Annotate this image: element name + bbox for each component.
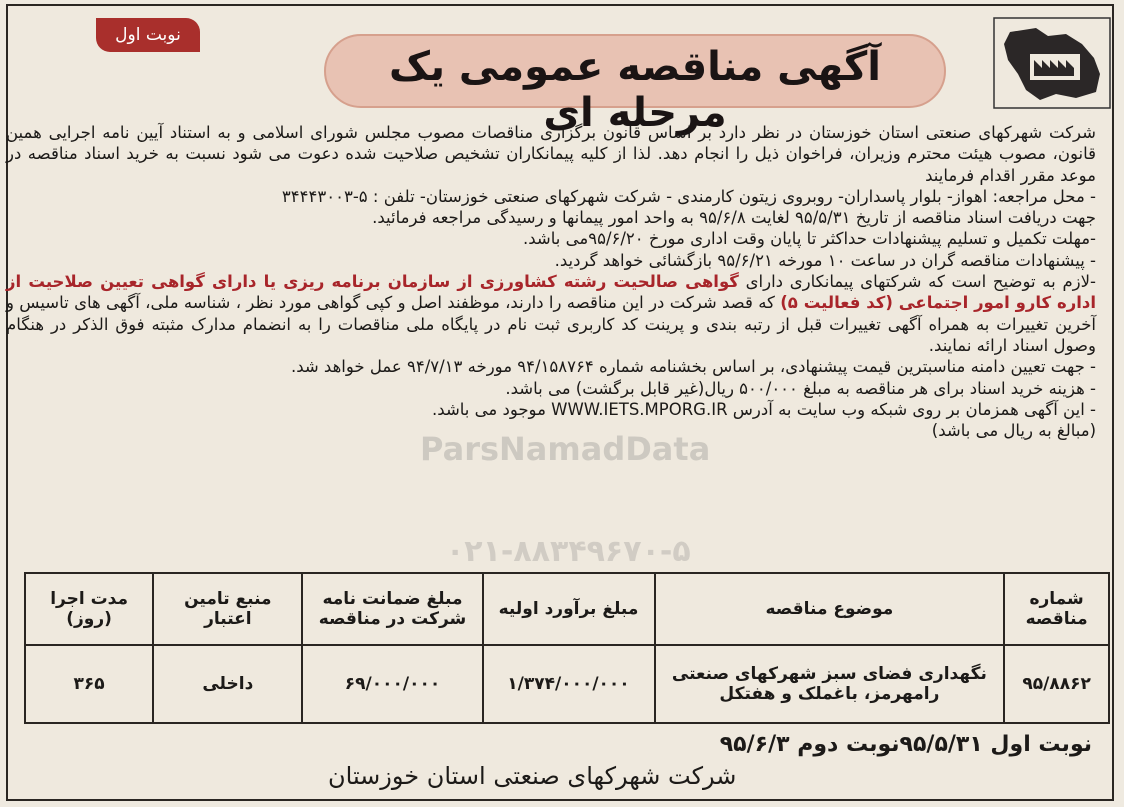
cell-duration: ۳۶۵ xyxy=(25,645,153,723)
website-line: - این آگهی همزمان بر روی شبکه وب سایت به آدرس WWW.IETS.MPORG.IR موجود می باشد. xyxy=(432,399,1096,419)
cell-guarantee: ۶۹/۰۰۰/۰۰۰ xyxy=(302,645,482,723)
watermark-brand: ParsNamadData xyxy=(420,430,711,468)
header-funding: منبع تامین اعتبار xyxy=(153,573,302,645)
header-subject: موضوع مناقصه xyxy=(655,573,1005,645)
round-badge: نوبت اول xyxy=(96,18,200,52)
address-line: - محل مراجعه: اهواز- بلوار پاسداران- روبروی زیتون کارمندی - شرکت شهرکهای صنعتی خوزستان- تلفن : ۵-۳۴۴۴۳۰۰۳ xyxy=(281,186,1096,206)
opening-line: - پیشنهادات مناقصه گران در ساعت ۱۰ مورخه ۹۵/۶/۲۱ بازگشائی خواهد گردید. xyxy=(554,250,1096,270)
tender-table xyxy=(24,572,1110,724)
cell-funding: داخلی xyxy=(153,645,302,723)
header-guarantee: مبلغ ضمانت نامه شرکت در مناقصه xyxy=(302,573,482,645)
price-range-line: - جهت تعیین دامنه مناسبترین قیمت پیشنهادی، بر اساس بخشنامه شماره ۹۴/۱۵۸۷۶۴ مورخه ۹۴/۷/۱۳ عمل خواهد شد. xyxy=(290,357,1096,377)
announcement-body xyxy=(6,122,1096,441)
title-band xyxy=(324,34,946,136)
cell-number: ۹۵/۸۸۶۲ xyxy=(1004,645,1109,723)
requirement-highlight: گواهی صالحیت رشته کشاورزی از سازمان برنامه ریزی یا دارای گواهی تعیین صلاحیت از اداره کارو امور اجتماعی (کد فعالیت ۵) xyxy=(6,272,1096,313)
cell-subject: نگهداری فضای سبز شهرکهای صنعتی رامهرمز، باغملک و هفتکل xyxy=(655,645,1005,723)
header-duration: مدت اجرا (روز) xyxy=(25,573,153,645)
header-number: شماره مناقصه xyxy=(1004,573,1109,645)
requirement-paragraph xyxy=(6,271,1096,356)
intro-paragraph: شرکت شهرکهای صنعتی استان خوزستان در نظر دارد بر اساس قانون برگزاری مناقصات مصوب مجلس شورای اسلامی و به استناد آیین نامه اجرایی همین قانون، مصوب هیئت محترم وزیران، فراخوان ذیل را انجام دهد. لذا از کلیه پیمانکاران تشخیص صلاحیت شده دعوت می شود نسبت به خرید اسناد مناقصه در موعد مقرر اقدام فرمایند xyxy=(6,123,1096,185)
iran-map-factory-icon xyxy=(990,14,1114,112)
table-header-row xyxy=(25,573,1109,645)
industrial-estates-logo xyxy=(990,14,1114,112)
requirement-rest: که قصد شرکت در این مناقصه را دارند، موظفند اصل و کپی گواهی مورد نظر ، شناسه ملی، آگهی های تاسیس و آخرین تغییرات به همراه آگهی تغییرات قبل از رتبه بندی و پرینت کد کاربری ثبت نام در پایگاه ملی مناقصات را به انضمام مدارک مثبته فوق الذکر در هنگام وصول اسناد ارائه نمایند. xyxy=(6,293,1096,355)
organization-signature: شرکت شهرکهای صنعتی استان خوزستان xyxy=(328,762,737,790)
watermark-phone: ۰۲۱-۸۸۳۴۹۶۷۰-۵ xyxy=(446,534,691,569)
announcement-page xyxy=(6,4,1114,801)
receipt-line: جهت دریافت اسناد مناقصه از تاریخ ۹۵/۵/۳۱ لغایت ۹۵/۶/۸ به واحد امور پیمانها و رسیدگی مراجعه فرمائید. xyxy=(372,208,1096,228)
cell-estimate: ۱/۳۷۴/۰۰۰/۰۰۰ xyxy=(483,645,655,723)
page-title: آگهی مناقصه عمومی یک مرحله ای xyxy=(388,44,882,136)
publication-rounds: نوبت اول ۹۵/۵/۳۱نوبت دوم ۹۵/۶/۳ xyxy=(719,732,1092,757)
header-estimate: مبلغ برآورد اولیه xyxy=(483,573,655,645)
requirement-lead: -لازم به توضیح است که شرکتهای پیمانکاری دارای xyxy=(745,272,1096,292)
currency-note: (مبالغ به ریال می باشد) xyxy=(931,421,1096,441)
table-row xyxy=(25,645,1109,723)
fee-line: - هزینه خرید اسناد برای هر مناقصه به مبلغ ۵۰۰/۰۰۰ ریال(غیر قابل برگشت) می باشد. xyxy=(505,378,1096,398)
deadline-line: -مهلت تکمیل و تسلیم پیشنهادات حداکثر تا پایان وقت اداری مورخ ۹۵/۶/۲۰می باشد. xyxy=(523,229,1096,249)
